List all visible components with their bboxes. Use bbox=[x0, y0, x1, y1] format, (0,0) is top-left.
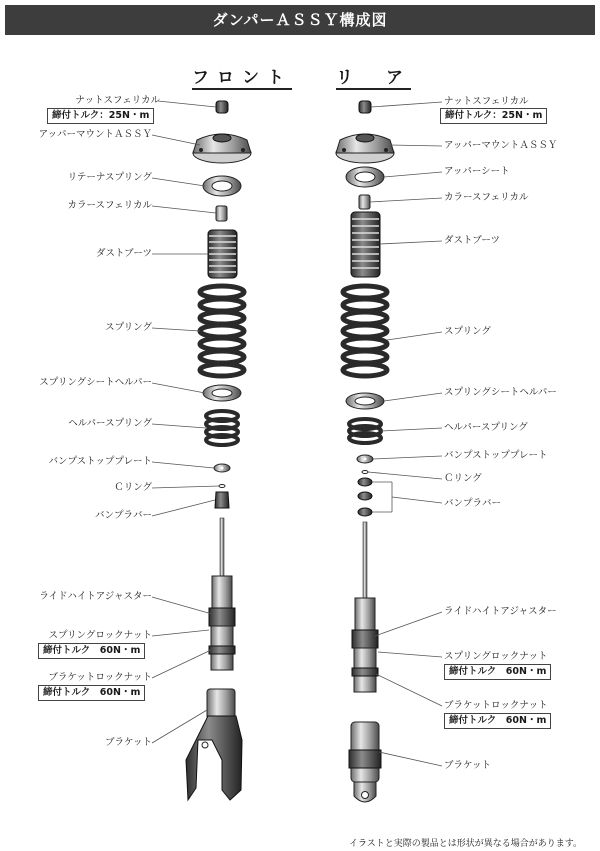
rear-shock-rod-part bbox=[363, 522, 367, 598]
rear-spring-seat-helper-part bbox=[346, 393, 384, 409]
rear-label-bracket: ブラケット bbox=[444, 760, 492, 771]
rear-label-collar: カラースフェリカル bbox=[444, 192, 529, 203]
front-bump-rubber-part bbox=[215, 492, 229, 508]
rear-label-spring: スプリング bbox=[444, 326, 491, 337]
front-label-c-ring: Ｃリング bbox=[114, 482, 152, 493]
rear-dust-boots-part bbox=[351, 212, 380, 277]
rear-torque-spring-lock: 締付トルク 60N・m bbox=[444, 664, 551, 680]
front-upper-mount-part bbox=[193, 134, 251, 163]
rear-upper-mount-part bbox=[336, 134, 394, 163]
front-label-spring-lock-nut: スプリングロックナット bbox=[48, 630, 152, 641]
front-label-dust-boots: ダストブーツ bbox=[95, 248, 152, 259]
rear-bracket-part bbox=[349, 722, 381, 802]
rear-label-helper-spring: ヘルパースプリング bbox=[444, 422, 528, 433]
front-dust-boots-part bbox=[208, 230, 237, 278]
front-shock-body-part bbox=[209, 576, 235, 670]
rear-label-upper-sheet: アッパーシート bbox=[444, 166, 510, 177]
rear-c-ring-part bbox=[362, 471, 368, 474]
front-torque-nut: 締付トルク：25N・m bbox=[47, 108, 154, 124]
rear-torque-bracket-lock: 締付トルク 60N・m bbox=[444, 713, 551, 729]
rear-bump-rubber-part bbox=[358, 478, 372, 516]
rear-label-c-ring: Ｃリング bbox=[444, 473, 482, 484]
front-spring-seat-helper-part bbox=[203, 385, 241, 401]
front-collar-part bbox=[216, 206, 227, 221]
rear-collar-part bbox=[359, 195, 370, 209]
rear-label-ride-height: ライドハイトアジャスター bbox=[444, 606, 557, 617]
front-torque-spring-lock: 締付トルク 60N・m bbox=[38, 643, 145, 659]
rear-label-spring-lock-nut: スプリングロックナット bbox=[444, 651, 548, 662]
front-label-collar: カラースフェリカル bbox=[67, 200, 152, 211]
front-label-helper-spring: ヘルパースプリング bbox=[68, 418, 152, 429]
rear-label-bump-stopper-plate: バンプストッププレート bbox=[444, 450, 548, 461]
rear-column-title: リ ア bbox=[336, 63, 411, 90]
rear-torque-nut: 締付トルク：25N・m bbox=[440, 108, 547, 124]
rear-label-bump-rubber: バンプラバー bbox=[444, 498, 502, 509]
front-retainer-spring-part bbox=[203, 176, 241, 196]
front-label-bracket-lock-nut: ブラケットロックナット bbox=[48, 672, 152, 683]
front-label-bracket: ブラケット bbox=[104, 737, 152, 748]
front-bracket-part bbox=[186, 689, 242, 800]
front-helper-spring-part bbox=[206, 411, 238, 445]
footnote: イラストと実際の製品とは形状が異なる場合があります。 bbox=[348, 839, 582, 849]
rear-upper-sheet-part bbox=[346, 167, 384, 187]
front-torque-bracket-lock: 締付トルク 60N・m bbox=[38, 685, 145, 701]
front-bump-stopper-plate-part bbox=[214, 464, 230, 472]
rear-label-dust-boots: ダストブーツ bbox=[444, 235, 501, 246]
front-label-retainer-spring: リテーナスプリング bbox=[67, 172, 152, 183]
rear-label-spring-seat-helper: スプリングシートヘルパー bbox=[444, 387, 557, 398]
front-label-upper-mount: アッパーマウントＡＳＳＹ bbox=[38, 129, 152, 140]
front-label-ride-height: ライドハイトアジャスター bbox=[39, 591, 152, 602]
front-spring-part bbox=[200, 286, 244, 376]
front-label-nut: ナットスフェリカル bbox=[75, 95, 160, 106]
front-label-spring: スプリング bbox=[105, 322, 152, 333]
rear-label-upper-mount: アッパーマウントＡＳＳＹ bbox=[444, 140, 558, 151]
rear-label-nut: ナットスフェリカル bbox=[444, 96, 529, 107]
diagram-title: ダンパーＡＳＳＹ構成図 bbox=[5, 5, 595, 35]
front-label-spring-seat-helper: スプリングシートヘルパー bbox=[39, 377, 152, 388]
rear-helper-spring-part bbox=[349, 419, 381, 443]
front-nut-part bbox=[216, 101, 228, 113]
rear-label-bracket-lock-nut: ブラケットロックナット bbox=[444, 700, 548, 711]
front-column-title: フロント bbox=[192, 63, 292, 90]
rear-nut-part bbox=[359, 101, 371, 113]
rear-shock-body-part bbox=[352, 598, 378, 692]
rear-bump-stopper-plate-part bbox=[357, 455, 373, 463]
front-c-ring-part bbox=[219, 485, 225, 488]
front-label-bump-rubber: バンプラバー bbox=[94, 510, 152, 521]
front-label-bump-stopper-plate: バンプストッププレート bbox=[48, 456, 152, 467]
front-shock-rod-part bbox=[220, 518, 224, 576]
rear-spring-part bbox=[343, 286, 387, 376]
